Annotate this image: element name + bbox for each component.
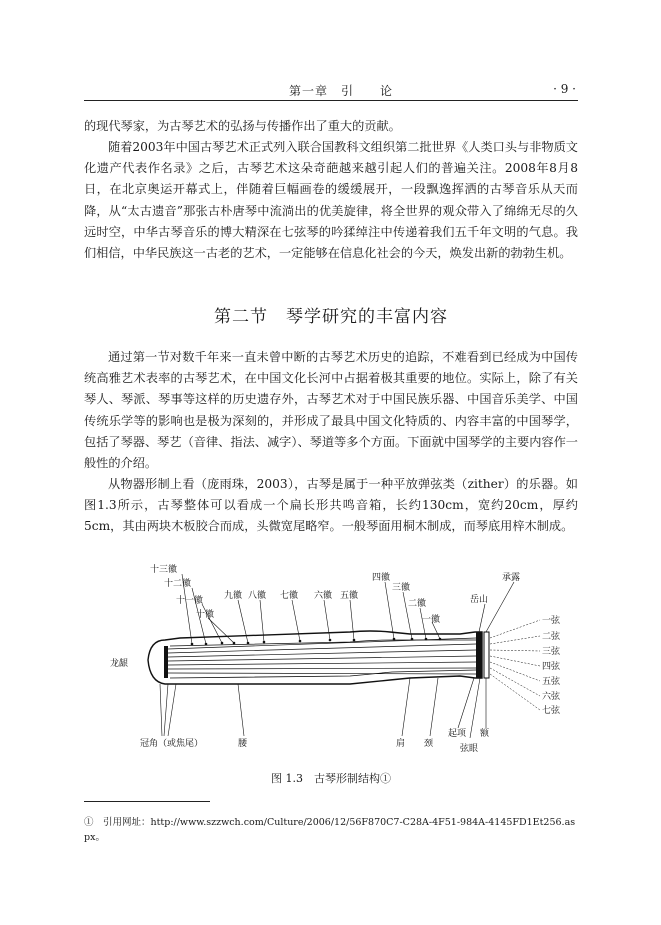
running-header bbox=[84, 82, 578, 101]
label-guanjiao: 冠角（或焦尾） bbox=[140, 739, 204, 749]
yueshan-bridge bbox=[476, 632, 482, 678]
label-hui12: 十二徽 bbox=[164, 579, 192, 589]
label-chenglu: 承露 bbox=[502, 573, 521, 583]
paragraph-1 bbox=[84, 116, 578, 137]
label-string-4: 四弦 bbox=[542, 662, 561, 672]
paragraph-2-text: 随着2003年中国古琴艺术正式列入联合国教科文组织第二批世界《人类口头与非物质文化遗产代表作名录》之后，古琴艺术这朵奇葩越来越引起人们的普遍关注。2008年8月8日，在北京奥运开幕式上，伴随着巨幅画卷的缓缓展开，一段飘逸挥洒的古琴音乐从天而降，从“太古遗音”那张古朴唐琴中流淌出的优美旋律，将全世界的观众带入了绵绵无尽的久远时空，中华古琴音乐的博大精深在七弦琴的吟猱绰注中传递着我们五千年文明的气息。我们相信，中华民族这一古老的艺术，一定能够在信息化社会的今天，焕发出新的勃勃生机。 bbox=[84, 140, 578, 261]
label-jian: 肩 bbox=[396, 739, 406, 749]
label-jing: 颈 bbox=[424, 739, 434, 749]
longyin-nut bbox=[164, 646, 168, 678]
label-string-6: 六弦 bbox=[542, 692, 561, 702]
paragraph-4 bbox=[84, 474, 578, 538]
paragraph-2 bbox=[84, 137, 578, 264]
paragraph-3-text: 通过第一节对数千年来一直未曾中断的古琴艺术历史的追踪，不难看到已经成为中国传统高雅艺术表率的古琴艺术，在中国文化长河中占据着极其重要的地位。实际上，除了有关琴人、琴派、琴事等这样的历史遗存外，古琴艺术对于中国民族乐器、中国音乐美学、中国传统乐学等的影响也是极为深刻的，并形成了最具中国文化特质的、内容丰富的中国琴学，包括了琴器、琴艺（音律、指法、减字）、琴道等多个方面。下面就中国琴学的主要内容作一般性的介绍。 bbox=[84, 350, 578, 471]
label-yueshan: 岳山 bbox=[470, 595, 489, 605]
label-hui2: 二徽 bbox=[408, 599, 427, 609]
label-hui4: 四徽 bbox=[372, 573, 391, 583]
label-string-7: 七弦 bbox=[542, 706, 561, 716]
label-hui1: 一徽 bbox=[422, 615, 441, 625]
label-hui13: 十三徽 bbox=[150, 565, 178, 575]
label-hui6: 六徽 bbox=[314, 591, 333, 601]
label-hui3: 三徽 bbox=[392, 583, 411, 593]
footnote: ① 引用网址：http://www.szzwch.com/Culture/2006/12/56F870C7-C28A-4F51-984A-4145FD1Et256.aspx。 bbox=[84, 817, 576, 843]
chapter-title: 第一章 引 论 bbox=[289, 84, 394, 98]
guqin-diagram bbox=[110, 560, 570, 760]
label-string-1: 一弦 bbox=[542, 616, 561, 626]
label-longyin: 龙龈 bbox=[110, 659, 129, 669]
label-hui8: 八徽 bbox=[248, 591, 267, 601]
footnote-rule bbox=[84, 801, 210, 802]
label-yao: 腰 bbox=[238, 739, 248, 749]
label-hui5: 五徽 bbox=[340, 591, 359, 601]
label-e: 额 bbox=[480, 729, 490, 739]
hui-dots bbox=[191, 638, 442, 646]
label-string-3: 三弦 bbox=[542, 647, 561, 657]
paragraph-3 bbox=[84, 347, 578, 474]
label-xianyan: 弦眼 bbox=[460, 744, 479, 754]
label-string-5: 五弦 bbox=[542, 677, 561, 687]
paragraph-1-text: 的现代琴家，为古琴艺术的弘扬与传播作出了重大的贡献。 bbox=[84, 119, 401, 133]
strings bbox=[168, 638, 476, 674]
paragraph-4-text: 从物器形制上看（庞雨珠，2003），古琴是属于一种平放弹弦类（zither）的乐器。如图1.3所示，古琴整体可以看成一个扁长形共鸣音箱，长约130cm，宽约20cm，厚约5cm，其由两块木板胶合而成，头微宽尾略窄。一般琴面用桐木制成，而琴底用梓木制成。 bbox=[84, 477, 578, 534]
page-number: · 9 · bbox=[553, 82, 576, 96]
label-hui10: 十徽 bbox=[196, 610, 215, 620]
label-hui7: 七徽 bbox=[280, 591, 299, 601]
figure-caption: 图 1.3 古琴形制结构① bbox=[271, 772, 391, 785]
label-qixiang: 起项 bbox=[448, 729, 467, 739]
section-title: 第二节 琴学研究的丰富内容 bbox=[214, 307, 448, 327]
label-hui11: 十一徽 bbox=[176, 596, 204, 606]
label-hui9: 九徽 bbox=[224, 591, 243, 601]
label-string-2: 二弦 bbox=[542, 632, 561, 642]
